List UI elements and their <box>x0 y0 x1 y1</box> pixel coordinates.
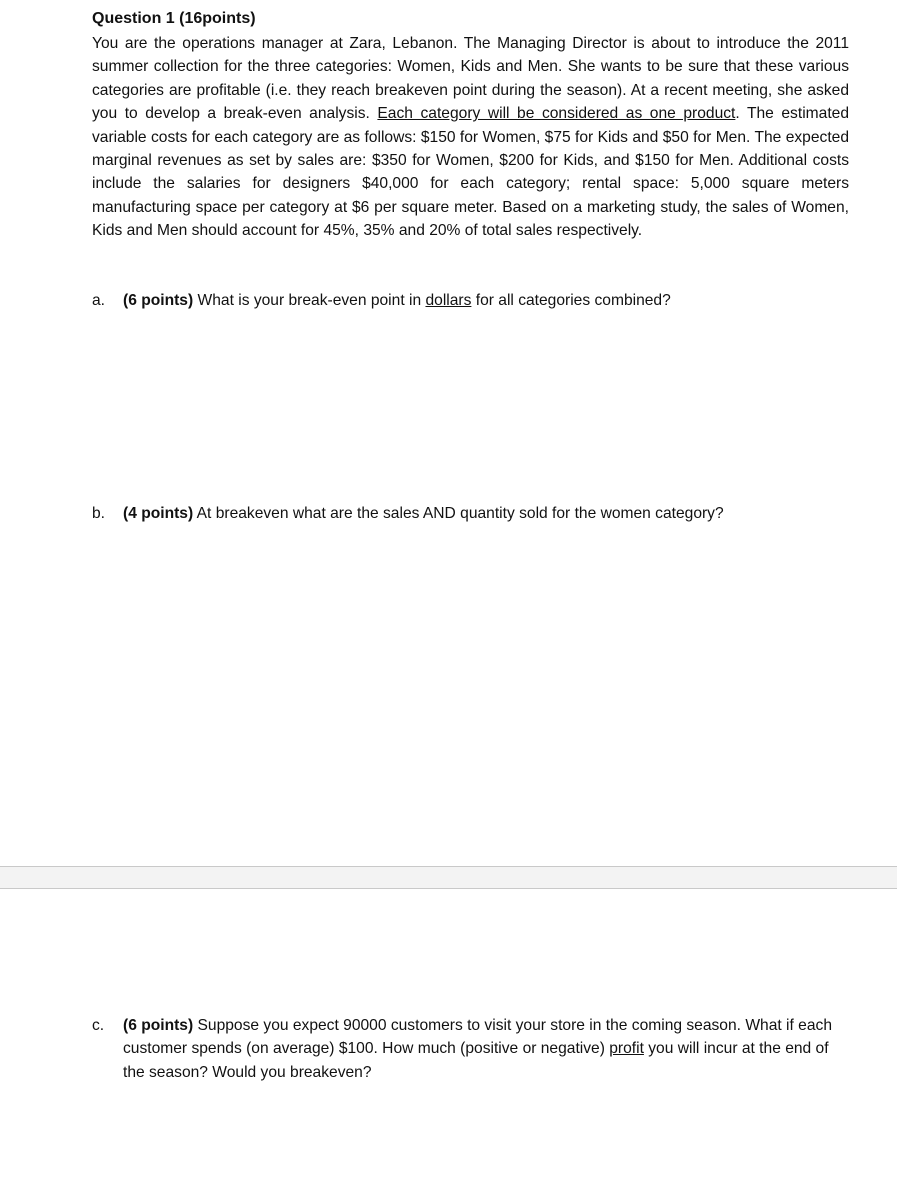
points-label: (4 points) <box>123 505 194 522</box>
question-text-segment: for all categories combined? <box>471 292 671 309</box>
sub-question-c <box>92 1014 832 1084</box>
sub-question-marker: a. <box>92 292 106 309</box>
sub-question-marker: c. <box>92 1017 105 1034</box>
question-text-segment: Suppose you expect 90000 customers to visit your store in the coming season. What if each customer spends (on average) $100. How much (positive or negative) <box>123 1017 832 1058</box>
question-text-segment: At breakeven what are the sales AND quantity sold for the women category? <box>193 505 724 522</box>
question-heading: Question 1 (16points) <box>92 10 256 27</box>
sub-question-text <box>123 502 832 525</box>
question-intro-paragraph <box>92 32 849 243</box>
points-label: (6 points) <box>123 1017 194 1034</box>
sub-question-text <box>123 289 832 312</box>
intro-text-part1: You are the operations manager at Zara, Lebanon. The Managing Director is about to introduce the 2011 summer collection for the three categories: Women, Kids and Men. She wants to be sure that these various categories are profitable (i.e. they reach breakeven point during the season). At a recent meeting, she asked you to develop a break-even analysis. <box>92 35 849 123</box>
question-text-segment: What is your break-even point in <box>193 292 426 309</box>
sub-question-b <box>92 502 832 525</box>
page-break-divider <box>0 866 897 889</box>
intro-text-part2: . The estimated variable costs for each category are as follows: $150 for Women, $75 for Kids and $50 for Men. The expected marginal revenues as set by sales are: $350 for Women, $200 for Kids, and $150 for Men. Additional costs include the salaries for designers $40,000 for each category; rental space: 5,000 square meters manufacturing space per category at $6 per square meter. Based on a marketing study, the sales of Women, Kids and Men should account for 45%, 35% and 20% of total sales respectively. <box>92 105 849 240</box>
sub-question-marker: b. <box>92 505 106 522</box>
underlined-keyword: dollars <box>425 292 472 309</box>
sub-question-text <box>123 1014 832 1084</box>
intro-underlined-text: Each category will be considered as one product <box>377 105 736 123</box>
underlined-keyword: profit <box>609 1040 644 1058</box>
points-label: (6 points) <box>123 292 194 309</box>
sub-question-a <box>92 289 832 312</box>
question-text-segment: you will incur at the end of the season? Would you breakeven? <box>123 1040 829 1081</box>
